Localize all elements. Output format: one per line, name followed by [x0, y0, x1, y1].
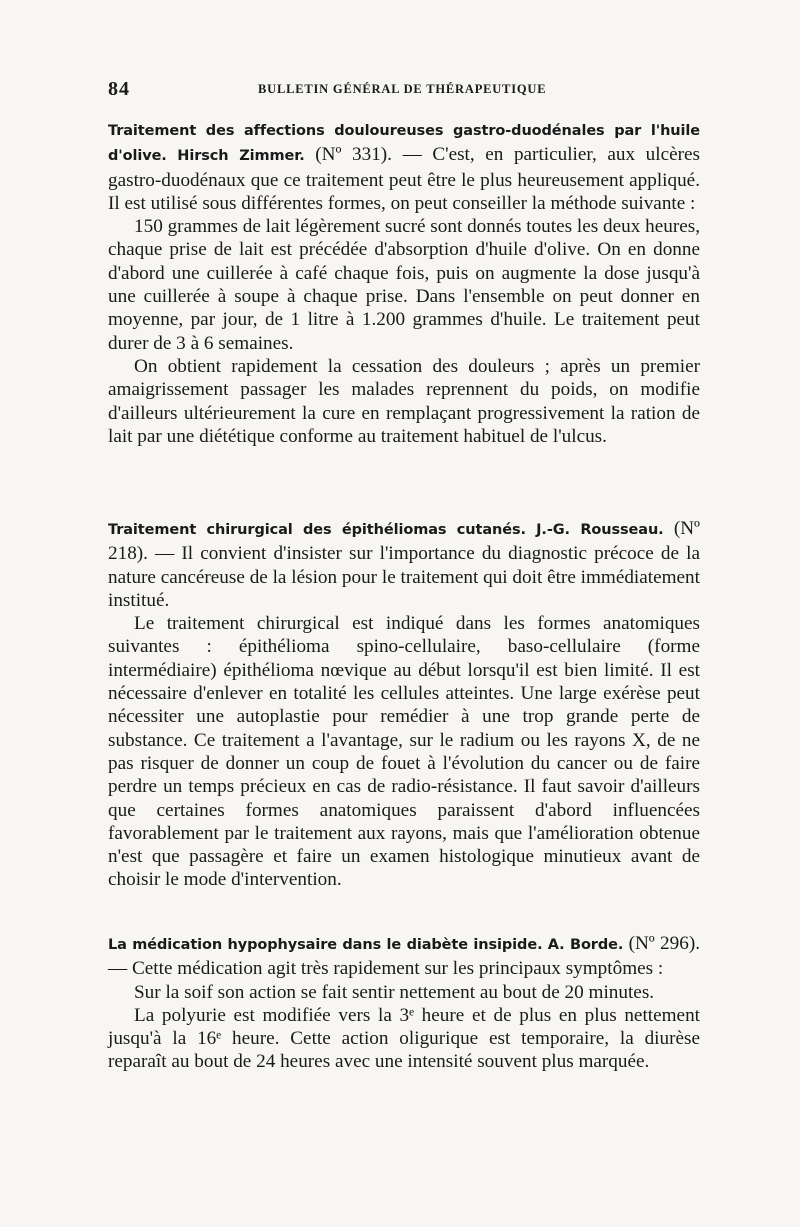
paragraph-text: 150 grammes de lait légèrement sucré sont donnés toutes les deux heures, chaque prise de lait est précédée d'absorption d'huile d'olive. On en donne d'abord une cuillerée à café chaque fois, puis on augmente la dose jusqu'à une cuillerée à soupe à chaque prise. Dans l'ensemble on peut donner en moyenne, par jour, de 1 litre à 1.200 grammes d'huile. Le traitement peut durer de 3 à 6 semaines. [108, 216, 700, 354]
paragraph-text: Le traitement chirurgical est indiqué dans les formes anatomiques suivantes : épithélioma spino-cellulaire, baso-cellulaire (forme intermédiaire) épithélioma nœvique au début lorsqu'il est bien limité. Il est nécessaire d'enlever en totalité les cellules atteintes. Une large exérèse peut nécessiter une autoplastie pour remédier à une trop grande perte de substance. Ce traitement a l'avantage, sur le radium ou les rayons X, de ne pas risquer de donner un coup de fouet à l'évolution du cancer ou de faire perdre un temps précieux en cas de radio-résistance. Il faut savoir d'ailleurs que certaines formes anatomiques paraissent d'abord influencées favorablement par le traitement aux rayons, mais que l'amélioration obtenue n'est que passagère et faire un examen histologique minutieux avant de choisir le mode d'intervention. [108, 613, 700, 891]
page-number: 84 [108, 78, 130, 100]
article-epithelioma [108, 517, 700, 892]
article-author: J.-G. Rousseau. [536, 522, 664, 538]
article-author: A. Borde. [547, 937, 624, 953]
paragraph-text: — C'est, en particulier, aux ulcères gastro-duodénaux que ce traitement peut être le plus heureusement appliqué. Il est utilisé sous différentes formes, on peut conseiller la méthode suivante : [108, 144, 700, 214]
paragraph-text: — Cette médication agit très rapidement sur les principaux symptômes : [108, 958, 664, 980]
article-heading: Traitement chirurgical des épithéliomas cutanés. [108, 522, 526, 538]
article-heading: La médication hypophysaire dans le diabète insipide. [108, 937, 543, 953]
running-head [108, 78, 700, 102]
article-hypophyseal-medication [108, 932, 700, 1074]
paragraph-text: Sur la soif son action se fait sentir nettement au bout de 20 minutes. [134, 981, 655, 1003]
article-heading: Traitement des affections douloureuses gastro-duodénales par l'huile d'olive. [108, 123, 700, 165]
article-author: Hirsch Zimmer. [177, 148, 305, 165]
paragraph-text: On obtient rapidement la cessation des douleurs ; après un premier amaigrissement passager les malades reprennent du poids, on modifie d'ailleurs ultérieurement la cure en remplaçant progressivement la ration de lait par une diététique conforme au traitement habituel de l'ulcus. [108, 355, 700, 447]
paragraph-text: La polyurie est modifiée vers la 3ᵉ heure et de plus en plus nettement jusqu'à la 16ᵉ heure. Cette action oligurique est temporaire, la diurèse reparaît au bout de 24 heures avec une intensité souvent plus marquée. [108, 1004, 700, 1073]
article-reference: (Nº 218). [108, 518, 701, 565]
article-reference: (Nº 296). [628, 933, 700, 954]
article-lead-paragraph [108, 932, 700, 981]
journal-title: BULLETIN GÉNÉRAL DE THÉRAPEUTIQUE [258, 82, 547, 96]
article-lead-paragraph [108, 517, 700, 612]
article-olive-oil [108, 118, 700, 448]
article-lead-paragraph [108, 118, 700, 215]
paragraph-text: — Il convient d'insister sur l'importance du diagnostic précoce de la nature cancéreuse de la lésion pour le traitement qui doit être immédiatement institué. [108, 543, 700, 611]
article-reference: (Nº 331). [315, 144, 392, 166]
